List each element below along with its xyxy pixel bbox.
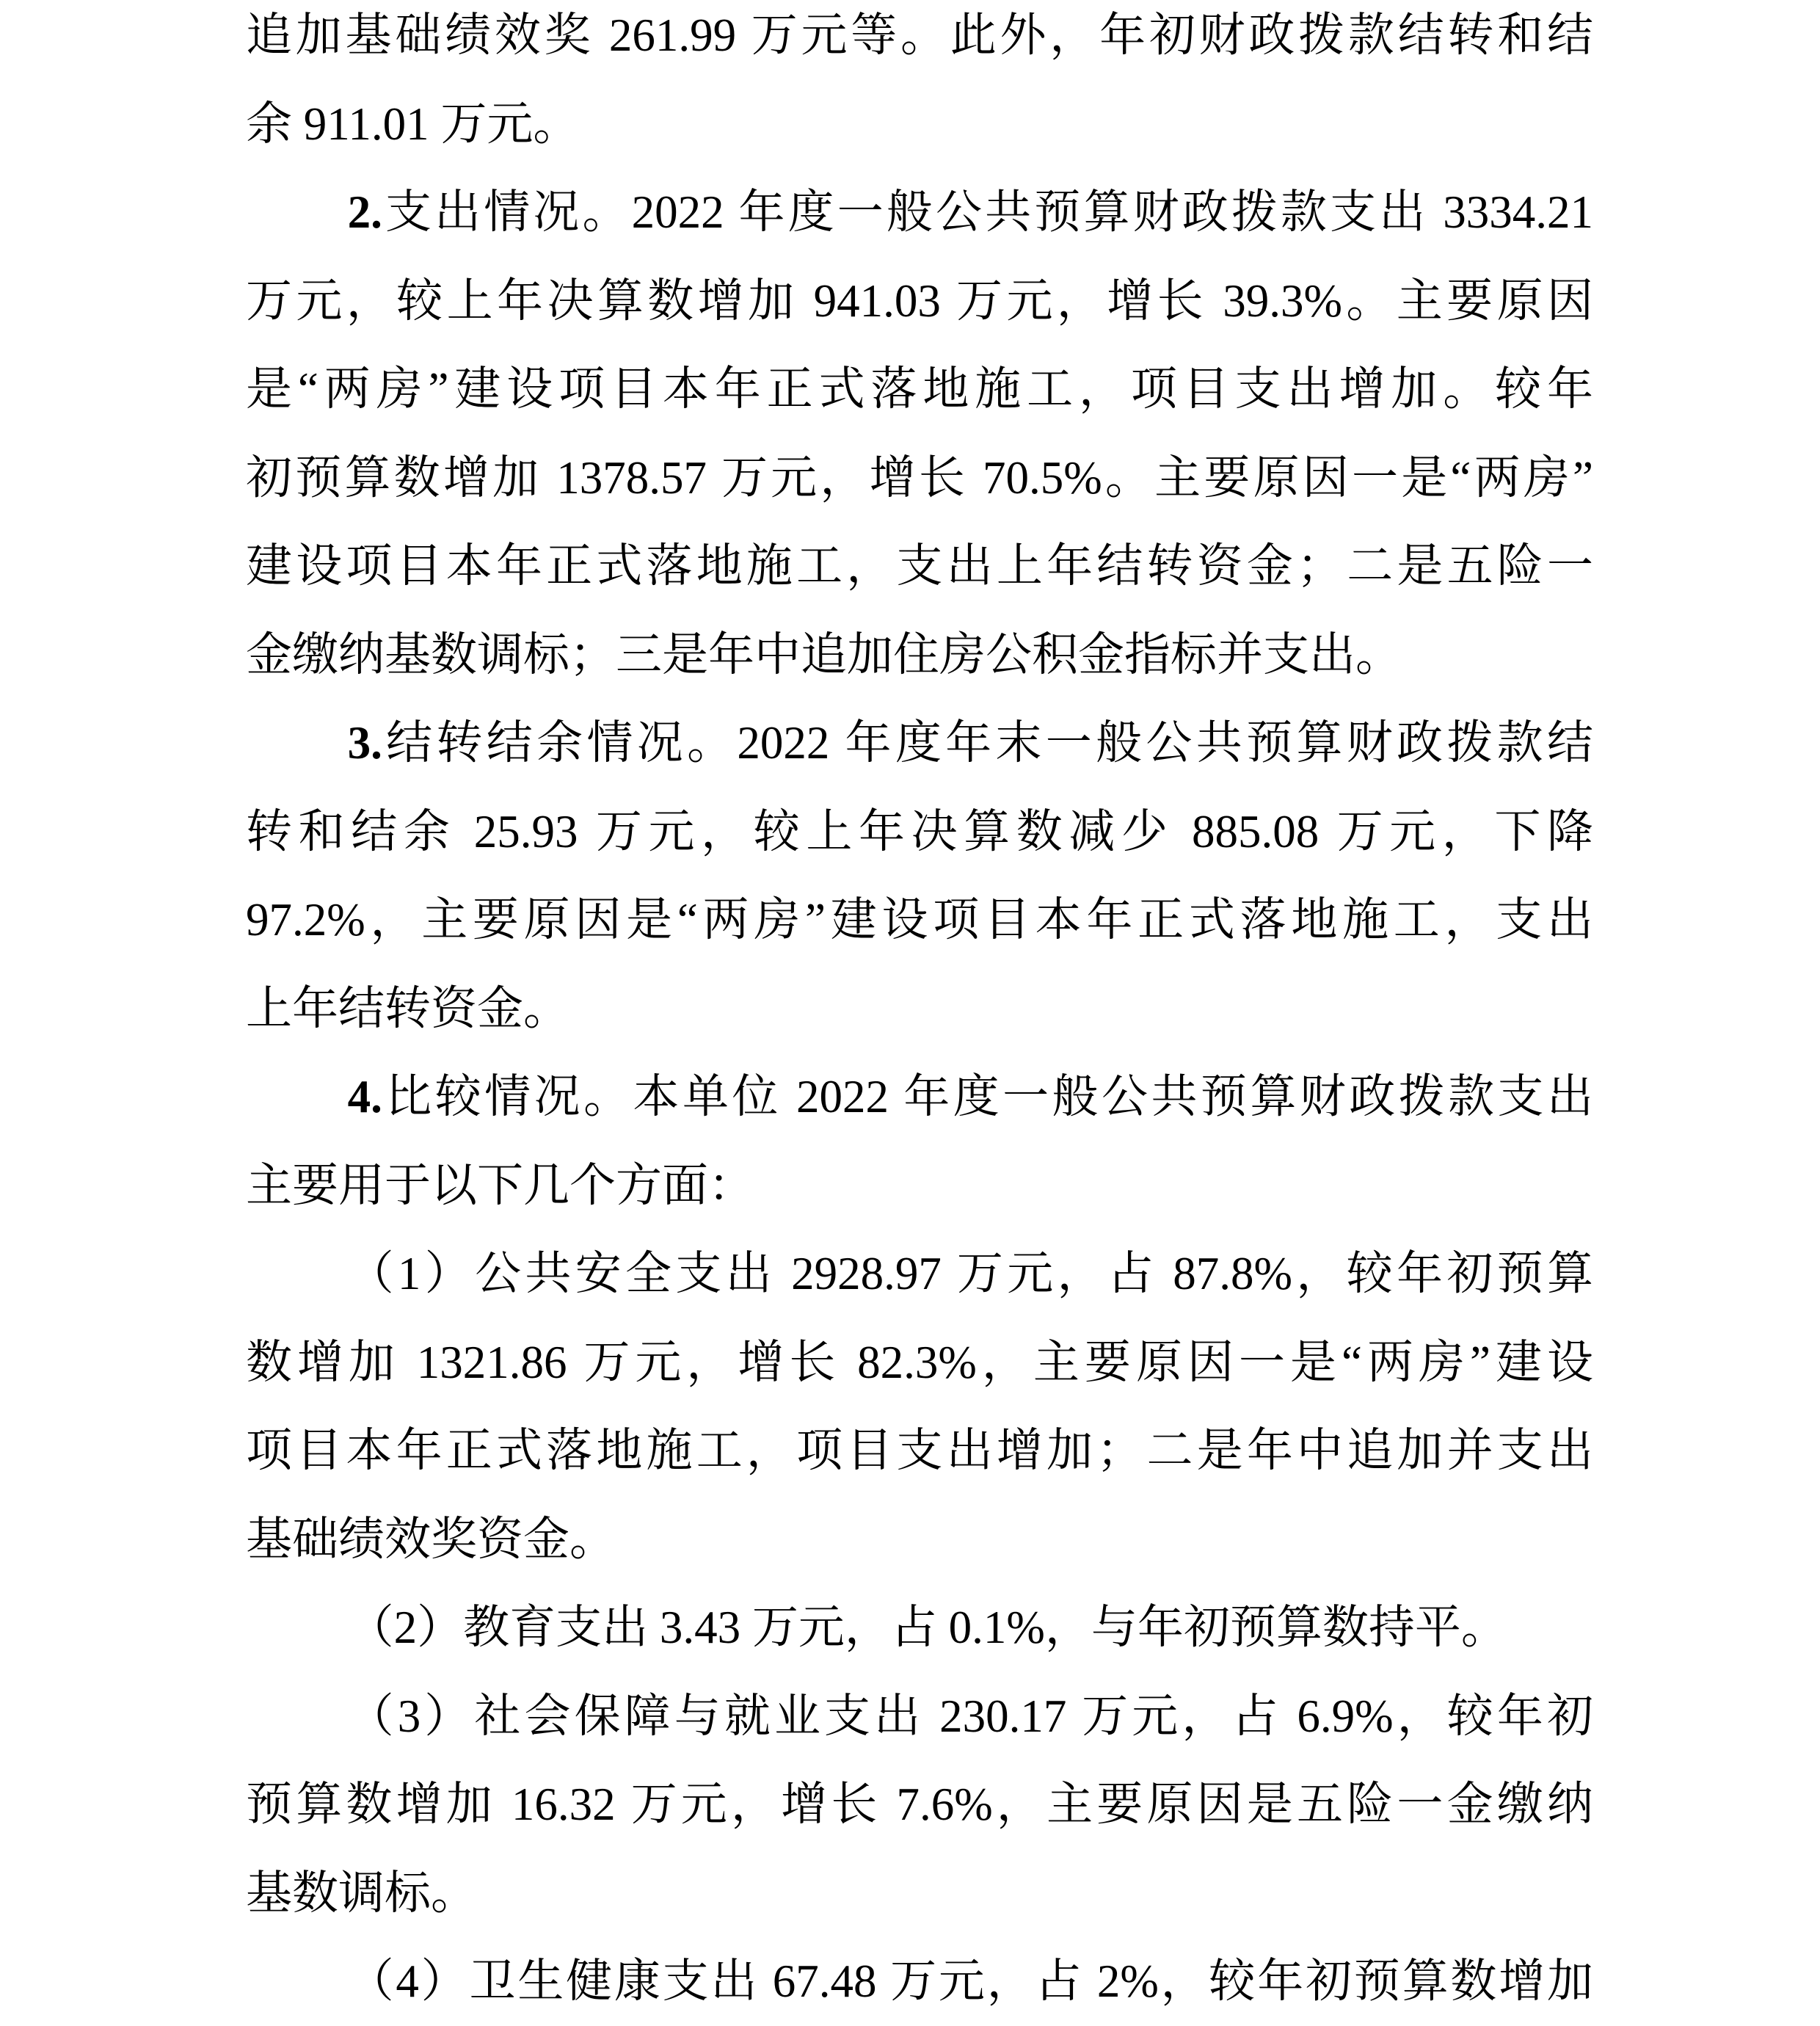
text-line [246,1318,1593,1407]
text-line [246,1849,1593,1938]
text-line [246,257,1593,346]
text-line [246,1583,1593,1672]
text-line [246,168,1593,257]
text-segment: 余 911.01 万元。 [246,98,580,150]
text-line [246,699,1593,788]
text-segment: 转和结余 25.93 万元，较上年决算数减少 885.08 万元，下降 [246,805,1593,857]
section-number: 3. [347,717,382,769]
text-segment: 主要用于以下几个方面： [246,1159,754,1211]
text-segment: 上年结转资金。 [246,982,569,1034]
text-line [246,80,1593,169]
text-segment: 比较情况。本单位 2022 年度一般公共预算财政拨款支出 [382,1071,1593,1122]
text-line [246,1672,1593,1761]
text-line [246,1230,1593,1318]
text-segment: 结转结余情况。2022 年度年末一般公共预算财政拨款结 [382,717,1593,769]
text-segment: 追加基础绩效奖 261.99 万元等。此外，年初财政拨款结转和结 [246,10,1593,61]
text-segment: 初预算数增加 1378.57 万元，增长 70.5%。主要原因一是“两房” [246,451,1593,504]
text-line [246,345,1593,434]
text-line [246,1406,1593,1495]
document-body [246,0,1593,2026]
text-line [246,611,1593,700]
text-segment: 项目本年正式落地施工，项目支出增加；二是年中追加并支出 [246,1425,1593,1476]
text-segment: 建设项目本年正式落地施工，支出上年结转资金；二是五险一 [246,540,1593,592]
text-segment: （3）社会保障与就业支出 230.17 万元，占 6.9%，较年初 [347,1690,1593,1742]
text-segment: 支出情况。2022 年度一般公共预算财政拨款支出 3334.21 [382,186,1593,238]
text-line [246,1495,1593,1584]
section-number: 2. [347,186,382,238]
text-line [246,1141,1593,1230]
text-line [246,788,1593,876]
text-segment: 预算数增加 16.32 万元，增长 7.6%，主要原因是五险一金缴纳 [246,1779,1593,1830]
text-segment: 是“两房”建设项目本年正式落地施工，项目支出增加。较年 [246,363,1593,415]
text-segment: 万元，较上年决算数增加 941.03 万元，增长 39.3%。主要原因 [246,275,1593,327]
text-line [246,434,1593,523]
text-line [246,1053,1593,1141]
text-segment: （1）公共安全支出 2928.97 万元，占 87.8%，较年初预算 [347,1248,1593,1299]
text-segment: 数增加 1321.86 万元，增长 82.3%，主要原因一是“两房”建设 [246,1336,1593,1388]
text-line [246,1760,1593,1849]
text-line [246,1937,1593,2026]
text-line [246,876,1593,965]
text-line [246,0,1593,80]
section-number: 4. [347,1071,382,1122]
text-segment: 金缴纳基数调标；三是年中追加住房公积金指标并支出。 [246,628,1402,680]
text-line [246,965,1593,1053]
text-segment: 基础绩效奖资金。 [246,1513,616,1565]
text-segment: 基数调标。 [246,1867,477,1919]
text-segment: 97.2%，主要原因是“两房”建设项目本年正式落地施工，支出 [246,894,1593,945]
text-segment: （4）卫生健康支出 67.48 万元，占 2%，较年初预算数增加 [347,1956,1593,2007]
text-segment: （2）教育支出 3.43 万元，占 0.1%，与年初预算数持平。 [347,1602,1507,1653]
text-line [246,522,1593,611]
